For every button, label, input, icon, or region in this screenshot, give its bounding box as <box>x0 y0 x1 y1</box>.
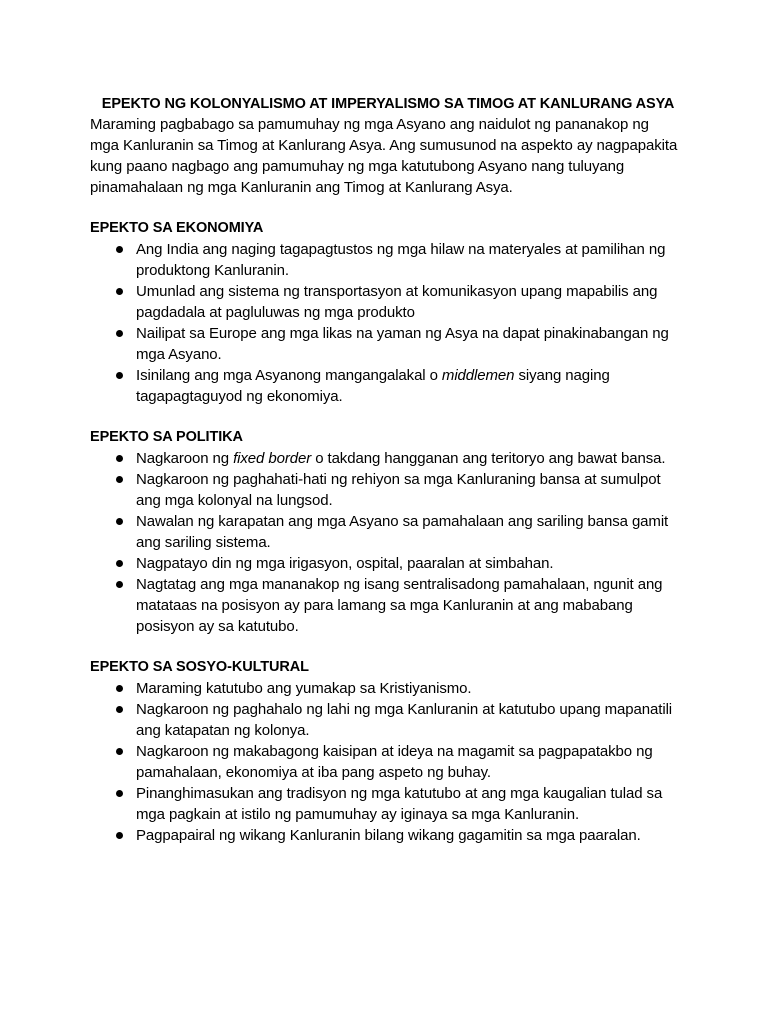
bullet-list-ekonomiya <box>90 239 680 407</box>
list-item: Nawalan ng karapatan ang mga Asyano sa pamahalaan ang sariling bansa gamit ang sariling sistema. <box>90 511 680 553</box>
bullet-icon <box>116 455 123 462</box>
bullet-icon <box>116 476 123 483</box>
list-item: Nagtatag ang mga mananakop ng isang sentralisadong pamahalaan, ngunit ang matataas na posisyon ay para lamang sa mga Kanluranin at ang mababang posisyon ay sa katutubo. <box>90 574 680 637</box>
list-item: Umunlad ang sistema ng transportasyon at komunikasyon upang mapabilis ang pagdadala at pagluluwas ng mga produkto <box>90 281 680 323</box>
bullet-icon <box>116 790 123 797</box>
list-item: Nagkaroon ng paghahati-hati ng rehiyon sa mga Kanluraning bansa at sumulpot ang mga kolonyal na lungsod. <box>90 469 680 511</box>
bullet-icon <box>116 518 123 525</box>
bullet-icon <box>116 581 123 588</box>
list-item: Pagpapairal ng wikang Kanluranin bilang wikang gagamitin sa mga paaralan. <box>90 825 680 846</box>
bullet-icon <box>116 246 123 253</box>
section-heading-sosyo-kultural: EPEKTO SA SOSYO-KULTURAL <box>90 659 309 675</box>
bullet-icon <box>116 706 123 713</box>
bullet-icon <box>116 330 123 337</box>
italic-term: fixed border <box>233 450 312 467</box>
italic-term: middlemen <box>441 367 515 384</box>
list-item: Nagpatayo din ng mga irigasyon, ospital, paaralan at simbahan. <box>90 553 680 574</box>
list-item: Maraming katutubo ang yumakap sa Kristiyanismo. <box>90 678 680 699</box>
list-item: Nagkaroon ng fixed border o takdang hangganan ang teritoryo ang bawat bansa. <box>90 448 680 469</box>
bullet-list-sosyo-kultural <box>90 678 680 846</box>
section-heading-politika: EPEKTO SA POLITIKA <box>90 429 243 445</box>
list-item: Nailipat sa Europe ang mga likas na yaman ng Asya na dapat pinakinabangan ng mga Asyano. <box>90 323 680 365</box>
section-heading-ekonomiya: EPEKTO SA EKONOMIYA <box>90 220 264 236</box>
list-item: Isinilang ang mga Asyanong mangangalakal o middlemen siyang naging tagapagtaguyod ng ekonomiya. <box>90 365 680 407</box>
bullet-icon <box>116 372 123 379</box>
list-item: Nagkaroon ng makabagong kaisipan at ideya na magamit sa pagpapatakbo ng pamahalaan, ekonomiya at iba pang aspeto ng buhay. <box>90 741 680 783</box>
bullet-icon <box>116 832 123 839</box>
bullet-icon <box>116 560 123 567</box>
intro-paragraph: Maraming pagbabago sa pamumuhay ng mga Asyano ang naidulot ng pananakop ng mga Kanluranin sa Timog at Kanlurang Asya. Ang sumusunod na aspekto ay nagpapakita kung paano nagbago ang pamumuhay ng mga katutubong Asyano nang tuluyang pinamahalaan ng mga Kanluranin ang Timog at Kanlurang Asya. <box>90 116 678 196</box>
bullet-icon <box>116 288 123 295</box>
list-item: Pinanghimasukan ang tradisyon ng mga katutubo at ang mga kaugalian tulad sa mga pagkain at istilo ng pamumuhay ay iginaya sa mga Kanluranin. <box>90 783 680 825</box>
bullet-icon <box>116 685 123 692</box>
list-item: Ang India ang naging tagapagtustos ng mga hilaw na materyales at pamilihan ng produktong Kanluranin. <box>90 239 680 281</box>
bullet-icon <box>116 748 123 755</box>
bullet-list-politika <box>90 448 680 637</box>
document-title: EPEKTO NG KOLONYALISMO AT IMPERYALISMO SA TIMOG AT KANLURANG ASYA <box>101 96 675 112</box>
list-item: Nagkaroon ng paghahalo ng lahi ng mga Kanluranin at katutubo upang mapanatili ang katapatan ng kolonya. <box>90 699 680 741</box>
